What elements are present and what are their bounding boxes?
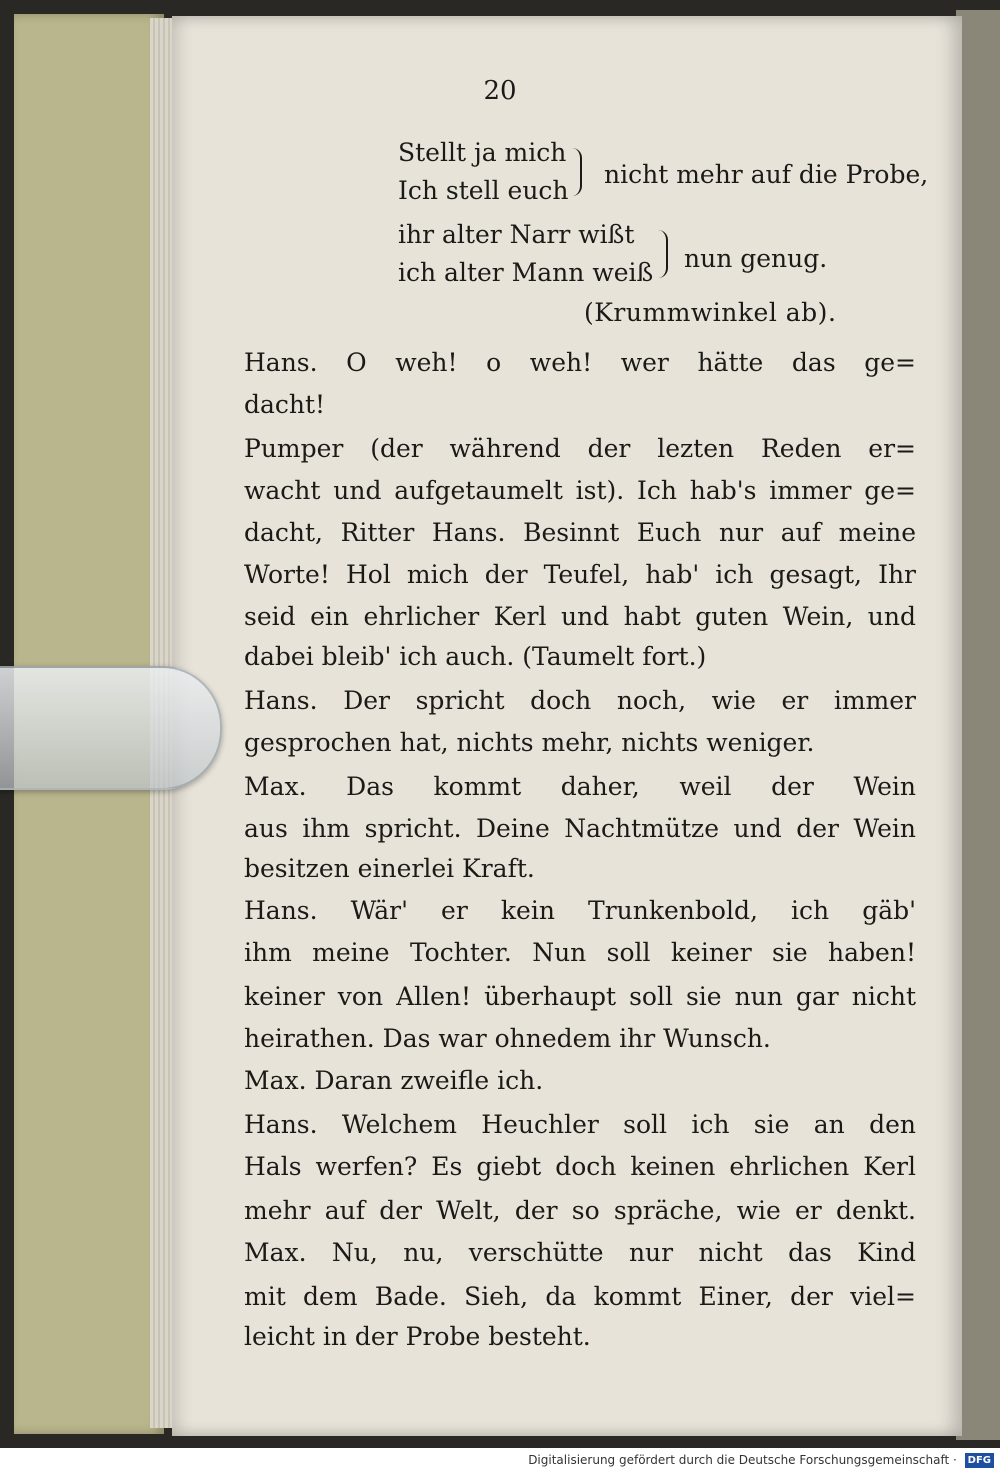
verse-line-1: Stellt ja mich	[398, 138, 567, 167]
text-line: seid ein ehrlicher Kerl und habt guten Wein, und	[244, 602, 916, 631]
verse-brace-1	[572, 148, 582, 196]
text-line: aus ihm spricht. Deine Nachtmütze und der Wein	[244, 814, 916, 843]
text-line: heirathen. Das war ohnedem ihr Wunsch.	[244, 1024, 771, 1053]
text-line: Worte! Hol mich der Teufel, hab' ich gesagt, Ihr	[244, 560, 916, 589]
stage-direction: (Krummwinkel ab).	[584, 298, 837, 327]
text-line: wacht und aufgetaumelt ist). Ich hab's immer ge=	[244, 476, 916, 505]
right-page-strip	[956, 10, 1000, 1440]
text-line: mehr auf der Welt, der so spräche, wie er denkt.	[244, 1196, 916, 1225]
text-line: Pumper (der während der lezten Reden er=	[244, 434, 916, 463]
text-line: Max. Das kommt daher, weil der Wein	[244, 772, 916, 801]
verse-brace-2	[658, 230, 668, 278]
text-line: dacht, Ritter Hans. Besinnt Euch nur auf meine	[244, 518, 916, 547]
footer-bar	[0, 1449, 1000, 1472]
text-line: dabei bleib' ich auch. (Taumelt fort.)	[244, 642, 707, 671]
footer-text: Digitalisierung gefördert durch die Deutsche Forschungsgemeinschaft ·	[528, 1453, 957, 1467]
text-line: Hans. O weh! o weh! wer hätte das ge=	[244, 348, 916, 377]
dfg-logo-icon: DFG	[965, 1453, 994, 1468]
plastic-bookmark	[0, 666, 222, 790]
verse-shared-2: nun genug.	[684, 244, 828, 273]
text-line: Hans. Der spricht doch noch, wie er immer	[244, 686, 916, 715]
page-number: 20	[483, 76, 517, 106]
text-line: ihm meine Tochter. Nun soll keiner sie haben!	[244, 938, 916, 967]
text-line: Hals werfen? Es giebt doch keinen ehrlichen Kerl	[244, 1152, 916, 1181]
text-line: Max. Daran zweifle ich.	[244, 1066, 544, 1095]
text-line: Hans. Wär' er kein Trunkenbold, ich gäb'	[244, 896, 916, 925]
text-line: leicht in der Probe besteht.	[244, 1322, 591, 1351]
text-line: Hans. Welchem Heuchler soll ich sie an den	[244, 1110, 916, 1139]
verse-line-4: ich alter Mann weiß	[398, 258, 654, 287]
text-line: dacht!	[244, 390, 326, 419]
text-line: Max. Nu, nu, verschütte nur nicht das Kind	[244, 1238, 916, 1267]
verse-line-2: Ich stell euch	[398, 176, 569, 205]
text-line: besitzen einerlei Kraft.	[244, 854, 535, 883]
text-line: mit dem Bade. Sieh, da kommt Einer, der viel=	[244, 1282, 916, 1311]
verse-line-3: ihr alter Narr wißt	[398, 220, 635, 249]
text-line: gesprochen hat, nichts mehr, nichts weniger.	[244, 728, 815, 757]
text-line: keiner von Allen! überhaupt soll sie nun gar nicht	[244, 982, 916, 1011]
verse-shared-1: nicht mehr auf die Probe,	[604, 160, 929, 189]
